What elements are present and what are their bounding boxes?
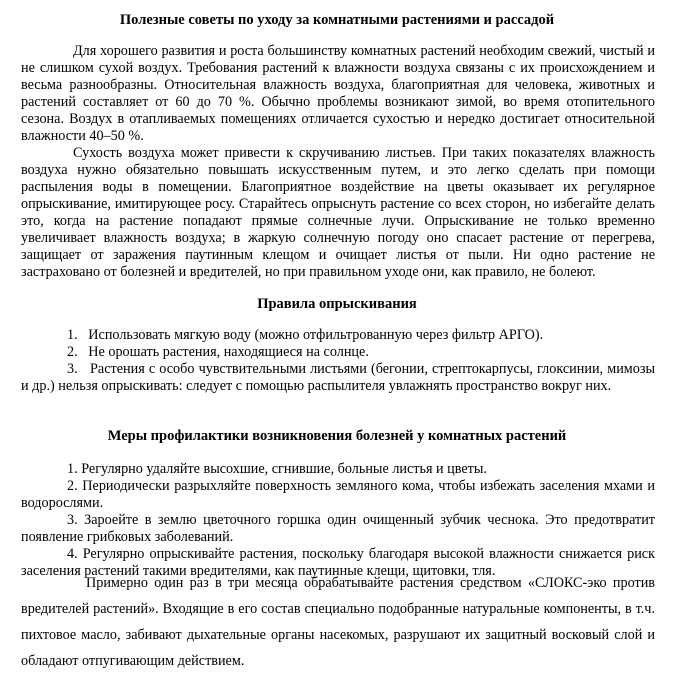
spray-rule-number: 2. — [67, 344, 78, 360]
prevention-item: 2. Периодически разрыхляйте поверхность земляного кома, чтобы избежать заселения мхами и водорослями. — [21, 478, 655, 511]
document-title: Полезные советы по уходу за комнатными растениями и рассадой — [119, 12, 555, 28]
prevention-item: 3. Зароейте в землю цветочного горшка один очищенный зубчик чеснока. Это предотвратит появление грибковых заболеваний. — [21, 512, 655, 545]
prevention-item: 4. Регулярно опрыскивайте растения, поскольку благодаря высокой влажности снижается риск заселения растений такими вредителями, как паутинные клещи, щитовки, тля. — [21, 546, 655, 579]
spray-rule-item — [21, 327, 655, 344]
paragraph-sloks-treatment: Примерно один раз в три месяца обрабатывайте растения средством «СЛОКС-эко против вредителей растений». Входящие в его состав специально подобранные натуральные компоненты, в т.ч. пихтовое масло, забивают дыхательные органы насекомых, разрушают их защитный восковый слой и обладают отпугивающим действием. — [21, 575, 655, 669]
paragraph-spraying-benefits: Сухость воздуха может привести к скручиванию листьев. При таких показателях влажность воздуха нужно обязательно повышать искусственным путем, и это легко сделать при помощи распыления воды в помещении. Благоприятное воздействие на цветы оказывает их регулярное опрыскивание, имитирующее росу. Старайтесь опрыснуть растение со всех сторон, но избегайте делать это, когда на растение попадают прямые солнечные лучи. Опрыскивание не только временно увеличивает влажность воздуха; в жаркую солнечную погоду оно спасает растение от перегрева, защищает от заражения паутинным клещом и очищает листья от пыли. Ни одно растение не застраховано от болезней и вредителей, но при правильном уходе они, как правило, не болеют. — [21, 145, 655, 280]
spray-rule-text: Использовать мягкую воду (можно отфильтрованную через фильтр АРГО). — [88, 327, 544, 343]
section-title-prevention: Меры профилактики возникновения болезней у комнатных растений — [107, 428, 567, 444]
spray-rule-item — [21, 344, 655, 361]
spray-rule-text: Не орошать растения, находящиеся на солнце. — [88, 344, 369, 360]
section-title-spray-rules: Правила опрыскивания — [257, 296, 417, 312]
prevention-item: 1. Регулярно удаляйте высохшие, сгнившие, больные листья и цветы. — [67, 461, 487, 477]
spray-rule-item — [21, 361, 655, 395]
paragraph-air-humidity: Для хорошего развития и роста большинству комнатных растений необходим свежий, чистый и не слишком сухой воздух. Требования растений к влажности воздуха связаны с их происхождением и весьма разнообразны. Относительная влажность воздуха, благоприятная для человека, животных и растений составляет от 60 до 70 %. Обычно проблемы возникают зимой, во время отопительного сезона. Воздух в отапливаемых помещениях отличается сухостью и нередко достигает относительной влажности 40–50 %. — [21, 43, 655, 144]
spray-rule-number: 1. — [67, 327, 78, 343]
spray-rule-text: Растения с особо чувствительными листьями (бегонии, стрептокарпусы, глоксинии, мимозы и др.) нельзя опрыскивать: следует с помощью распылителя увлажнять пространство вокруг них. — [21, 361, 655, 394]
spray-rule-number: 3. — [67, 361, 78, 377]
